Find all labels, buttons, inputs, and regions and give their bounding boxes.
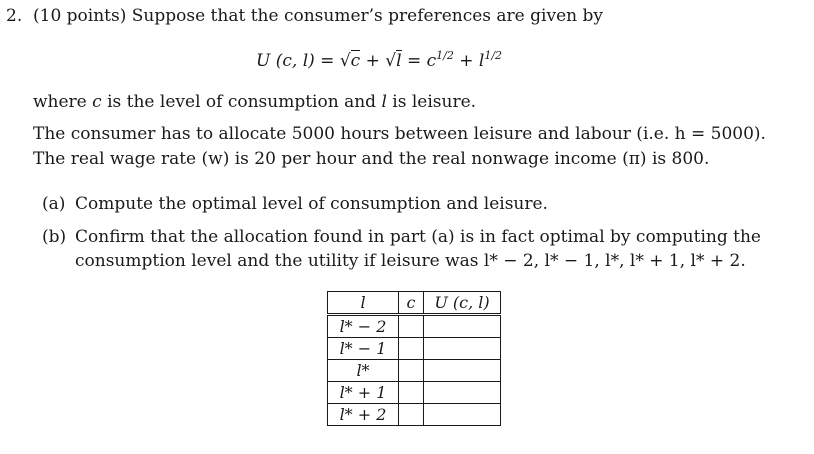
- table-row: [328, 360, 501, 382]
- utility-tail: = c: [406, 51, 437, 71]
- sqrt-l: l: [396, 51, 402, 71]
- table-row: [328, 315, 501, 338]
- table-cell-c[interactable]: [399, 338, 424, 360]
- table-row-label: l* − 1: [328, 338, 399, 360]
- exponent-c: 1/2: [436, 49, 454, 62]
- table-cell-u[interactable]: [424, 338, 501, 360]
- table-row-label: l* + 2: [328, 404, 399, 426]
- var-c: c: [92, 92, 102, 112]
- where-text-c: is leisure.: [386, 92, 477, 112]
- question-intro: (10 points) Suppose that the consumer’s preferences are given by: [33, 6, 603, 26]
- where-line: [33, 94, 476, 111]
- table-cell-c[interactable]: [399, 382, 424, 404]
- paragraph-line-1: The consumer has to allocate 5000 hours between leisure and labour (i.e. h = 5000).: [33, 124, 766, 144]
- table-cell-c[interactable]: [399, 404, 424, 426]
- table-header-l: l: [328, 292, 399, 315]
- table-row: [328, 404, 501, 426]
- utility-equation: U (c, $l) = √c + √l = c^{1/2} + l^{1/2}$: [256, 49, 503, 71]
- plus-l: + l: [459, 51, 485, 71]
- table-cell-u[interactable]: [424, 382, 501, 404]
- part-a-label: (a): [42, 194, 66, 214]
- table-cell-c[interactable]: [399, 315, 424, 338]
- part-b-label: (b): [42, 227, 67, 247]
- paragraph-line-2: The real wage rate (w) is 20 per hour and the real nonwage income (π) is 800.: [33, 149, 710, 169]
- exponent-l: 1/2: [484, 49, 503, 62]
- part-b-line-2: consumption level and the utility if leisure was l* − 2, l* − 1, l*, l* + 1, l* + 2.: [75, 251, 746, 271]
- table-row: [328, 382, 501, 404]
- where-text-a: where: [33, 92, 93, 112]
- table-cell-u[interactable]: [424, 404, 501, 426]
- question-number: 2.: [6, 6, 23, 26]
- utility-lhs: U (c, l) =: [256, 51, 335, 71]
- table-cell-u[interactable]: [424, 360, 501, 382]
- var-l: l: [381, 92, 387, 112]
- part-a-text: Compute the optimal level of consumption and leisure.: [75, 194, 548, 214]
- table-header-row: [328, 292, 501, 315]
- table-row: [328, 338, 501, 360]
- table-header-u: U (c, l): [424, 292, 501, 315]
- table-cell-u[interactable]: [424, 315, 501, 338]
- table-header-c: c: [399, 292, 424, 315]
- table-row-label: l*: [328, 360, 399, 382]
- where-text-b: is the level of consumption and: [101, 92, 382, 112]
- table-row-label: l* − 2: [328, 315, 399, 338]
- answer-table: [327, 291, 501, 426]
- table-row-label: l* + 1: [328, 382, 399, 404]
- table-cell-c[interactable]: [399, 360, 424, 382]
- sqrt-c: c: [350, 51, 361, 71]
- part-b-line-1: Confirm that the allocation found in part (a) is in fact optimal by computing the: [75, 227, 761, 247]
